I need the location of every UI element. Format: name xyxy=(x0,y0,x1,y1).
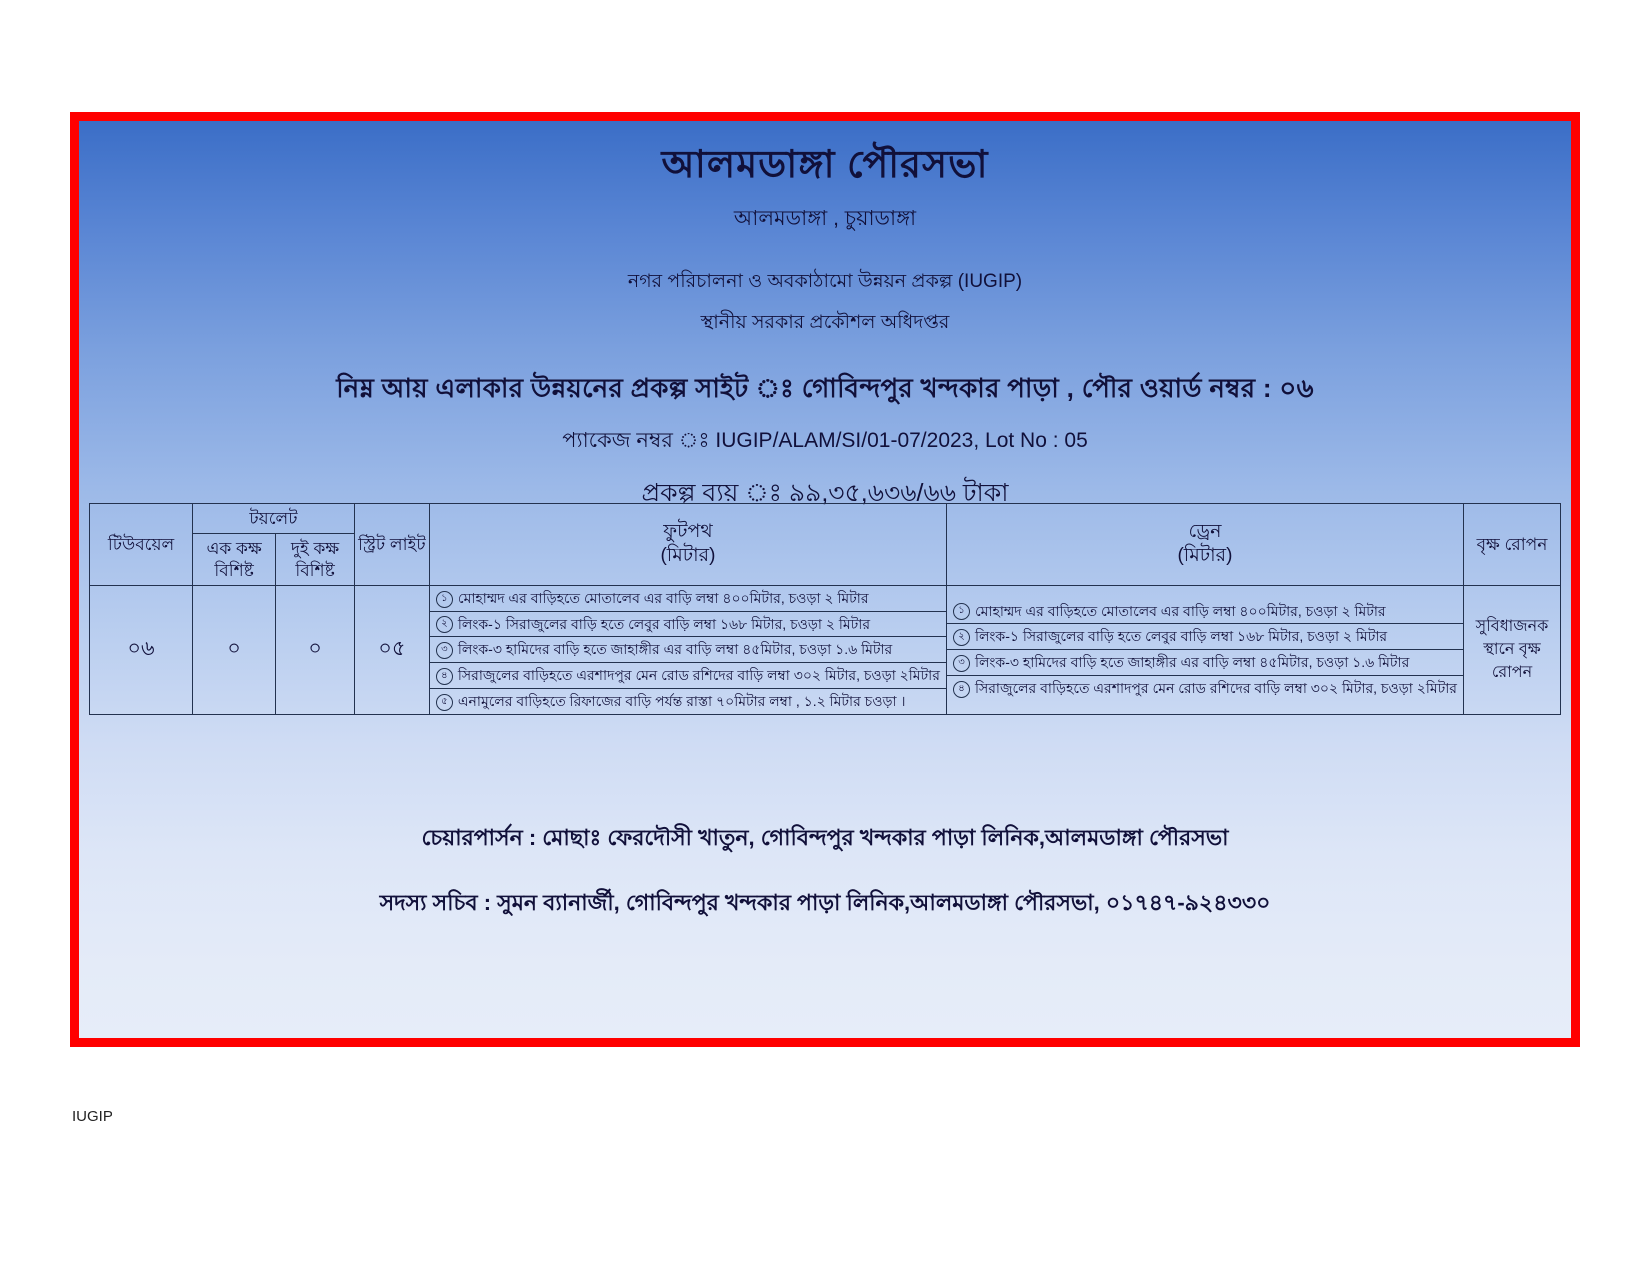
table-data-row xyxy=(90,585,1561,714)
header-toilet-two-room: দুই কক্ষ বিশিষ্ট xyxy=(276,534,355,586)
header-drain xyxy=(946,504,1463,586)
header-footpath-label: ফুটপথ xyxy=(663,520,713,542)
header-street-light: স্ট্রিট লাইট xyxy=(354,504,429,586)
value-toilet-two-room: ০ xyxy=(276,585,355,714)
drain-item-text: মোহাম্মদ এর বাড়িহতে মোতালেব এর বাড়ি লম্বা ৪০০মিটার, চওড়া ২ মিটার xyxy=(974,602,1386,619)
footpath-item xyxy=(430,586,946,612)
project-name-line: নগর পরিচালনা ও অবকাঠামো উন্নয়ন প্রকল্প (IUGIP) xyxy=(627,270,1023,292)
header-tree-label: বৃক্ষ রোপন xyxy=(1476,534,1548,554)
footpath-item xyxy=(430,689,946,714)
page-footnote: IUGIP xyxy=(72,1108,113,1125)
drain-list xyxy=(947,599,1463,701)
header-tree xyxy=(1464,504,1561,586)
footpath-item-text: এনামুলের বাড়িহতে রিফাজের বাড়ি পর্যন্ত রাস্তা ৭০মিটার লম্বা , ১.২ মিটার চওড়া । xyxy=(457,692,906,709)
table-header-row-1 xyxy=(90,504,1561,534)
item-number-circle: ২ xyxy=(953,629,970,646)
project-cost: প্রকল্প ব্যয় ঃ ৯৯,৩৫,৬৩৬/৬৬ টাকা xyxy=(641,478,1009,507)
item-number-circle: ৫ xyxy=(436,694,453,711)
signboard-inner xyxy=(79,121,1571,1038)
value-tree: সুবিধাজনক স্থানে বৃক্ষ রোপন xyxy=(1464,585,1561,714)
secretary-line: সদস্য সচিব : সুমন ব্যানার্জী, গোবিন্দপুর খন্দকার পাড়া লিনিক,আলমডাঙ্গা পৌরসভা, ০১৭৪৭-৯২৪৩৩০ xyxy=(379,890,1271,915)
footpath-items-cell xyxy=(429,585,946,714)
organization-place: আলমডাঙ্গা , চুয়াডাঙ্গা xyxy=(733,206,917,230)
item-number-circle: ৩ xyxy=(436,642,453,659)
drain-item-text: সিরাজুলের বাড়িহতে এরশাদপুর মেন রোড রশিদের বাড়ি লম্বা ৩০২ মিটার, চওড়া ২মিটার xyxy=(974,680,1457,697)
package-number: প্যাকেজ নম্বর ঃ IUGIP/ALAM/SI/01-07/2023, Lot No : 05 xyxy=(562,428,1088,452)
drain-item xyxy=(947,624,1463,650)
drain-item-text: লিংক-৩ হামিদের বাড়ি হতে জাহাঙ্গীর এর বাড়ি লম্বা ৪৫মিটার, চওড়া ১.৬ মিটার xyxy=(974,654,1410,671)
department-line: স্থানীয় সরকার প্রকৌশল অধিদপ্তর xyxy=(700,311,950,333)
footpath-item xyxy=(430,637,946,663)
header-tubewell: টিউবয়েল xyxy=(90,504,193,586)
footpath-item-text: সিরাজুলের বাড়িহতে এরশাদপুর মেন রোড রশিদের বাড়ি লম্বা ৩০২ মিটার, চওড়া ২মিটার xyxy=(457,667,940,684)
value-street-light: ০৫ xyxy=(354,585,429,714)
site-title: নিম্ন আয় এলাকার উন্নয়নের প্রকল্প সাইট ঃ গোবিন্দপুর খন্দকার পাড়া , পৌর ওয়ার্ড নম্বর : ০৬ xyxy=(336,372,1314,403)
works-table xyxy=(89,503,1561,715)
item-number-circle: ৩ xyxy=(953,655,970,672)
footpath-item xyxy=(430,612,946,638)
item-number-circle: ৪ xyxy=(436,668,453,685)
drain-items-cell xyxy=(946,585,1463,714)
value-tubewell: ০৬ xyxy=(90,585,193,714)
item-number-circle: ২ xyxy=(436,616,453,633)
drain-item xyxy=(947,599,1463,625)
drain-item-text: লিংক-১ সিরাজুলের বাড়ি হতে লেবুর বাড়ি লম্বা ১৬৮ মিটার, চওড়া ২ মিটার xyxy=(974,628,1388,645)
header-drain-unit: (মিটার) xyxy=(1177,545,1233,567)
header-drain-label: ড্রেন xyxy=(1188,520,1222,542)
header-footpath xyxy=(429,504,946,586)
footpath-item-text: লিংক-৩ হামিদের বাড়ি হতে জাহাঙ্গীর এর বাড়ি লম্বা ৪৫মিটার, চওড়া ১.৬ মিটার xyxy=(457,641,893,658)
committee-block xyxy=(79,821,1571,923)
organization-name: আলমডাঙ্গা পৌরসভা xyxy=(661,144,989,186)
chairperson-line: চেয়ারপার্সন : মোছাঃ ফেরদৌসী খাতুন, গোবিন্দপুর খন্দকার পাড়া লিনিক,আলমডাঙ্গা পৌরসভা xyxy=(421,825,1229,850)
drain-item xyxy=(947,650,1463,676)
item-number-circle: ৪ xyxy=(953,681,970,698)
header-footpath-unit: (মিটার) xyxy=(660,545,716,567)
footpath-list xyxy=(430,586,946,714)
footpath-item xyxy=(430,663,946,689)
signboard xyxy=(70,112,1580,1047)
item-number-circle: ১ xyxy=(436,591,453,608)
drain-item xyxy=(947,676,1463,701)
title-block xyxy=(79,121,1571,516)
footpath-item-text: মোহাম্মদ এর বাড়িহতে মোতালেব এর বাড়ি লম্বা ৪০০মিটার, চওড়া ২ মিটার xyxy=(457,589,869,606)
value-toilet-one-room: ০ xyxy=(193,585,276,714)
header-toilet: টয়লেট xyxy=(193,504,355,534)
footpath-item-text: লিংক-১ সিরাজুলের বাড়ি হতে লেবুর বাড়ি লম্বা ১৬৮ মিটার, চওড়া ২ মিটার xyxy=(457,615,871,632)
header-toilet-one-room: এক কক্ষ বিশিষ্ট xyxy=(193,534,276,586)
item-number-circle: ১ xyxy=(953,603,970,620)
